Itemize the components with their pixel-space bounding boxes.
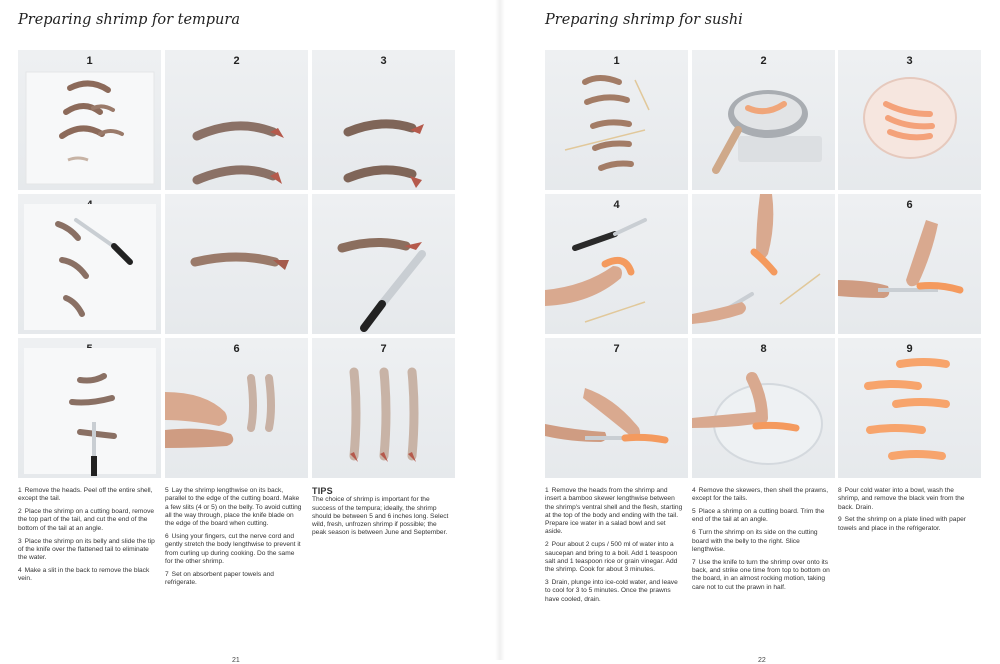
tips-box bbox=[312, 487, 450, 542]
photo-step-1 bbox=[545, 50, 688, 190]
photo-step-2 bbox=[692, 50, 835, 190]
photo-step-3 bbox=[838, 50, 981, 190]
photo-step-7 bbox=[312, 338, 455, 478]
instructions-col-3 bbox=[838, 487, 976, 538]
page-number: 21 bbox=[232, 657, 240, 664]
knife-shrimp-illustration bbox=[18, 194, 161, 334]
shrimp-tails-illustration bbox=[312, 50, 455, 190]
instruction-step: 5 Place a shrimp on a cutting board. Trim the end of the tail at an angle. bbox=[692, 508, 825, 524]
photo-step-9 bbox=[838, 338, 981, 478]
instruction-step: 4 Make a slit in the back to remove the black vein. bbox=[18, 567, 150, 583]
instruction-step: 4 Remove the skewers, then shell the prawns, except for the tails. bbox=[692, 487, 829, 503]
step-number: 7 bbox=[613, 343, 620, 355]
instruction-step: 9 Set the shrimp on a plate lined with paper towels and place in the refrigerator. bbox=[838, 516, 966, 532]
step-number: 4 bbox=[613, 199, 620, 211]
step-number: 6 bbox=[233, 343, 240, 355]
refrigerated-shrimp-illustration bbox=[312, 338, 455, 478]
photo-step-5 bbox=[692, 194, 835, 334]
instructions-col-2 bbox=[692, 487, 830, 597]
instruction-step: 2 Place the shrimp on a cutting board, remove the top part of the tail, and cut the end of the bottom of the tail at an angle. bbox=[18, 508, 155, 532]
photo-step-4 bbox=[545, 194, 688, 334]
photo-step-7 bbox=[545, 338, 688, 478]
hands-trimming-illustration bbox=[692, 194, 835, 334]
hands-shelling-illustration bbox=[545, 194, 688, 334]
photo-step-6 bbox=[165, 338, 308, 478]
left-page bbox=[0, 0, 480, 664]
page-title-sushi: Preparing shrimp for sushi bbox=[545, 12, 743, 28]
photo-step-6 bbox=[838, 194, 981, 334]
step-number: 2 bbox=[760, 55, 767, 67]
instruction-step: 6 Using your fingers, cut the nerve cord and gently stretch the body lengthwise to prevent it from curling up during cooking. Do the same for the other shrimp. bbox=[165, 533, 301, 565]
instruction-step: 1 Remove the heads from the shrimp and insert a bamboo skewer lengthwise between the shrimp's ventral shell and the flesh, starting at the top of the body and ending with the tail. Prepare ice water in a salad bowl and set aside. bbox=[545, 487, 683, 536]
washing-bowl-illustration bbox=[692, 338, 835, 478]
photo-step-1 bbox=[18, 50, 161, 190]
photo-step-8 bbox=[692, 338, 835, 478]
peeled-shrimp-illustration bbox=[165, 50, 308, 190]
photo-step-2 bbox=[165, 50, 308, 190]
slicing-illustration bbox=[838, 194, 981, 334]
instructions-col-2 bbox=[165, 487, 303, 592]
instruction-step: 8 Pour cold water into a bowl, wash the shrimp, and remove the black vein from the back. Drain. bbox=[838, 487, 965, 511]
finished-shrimp-illustration bbox=[838, 338, 981, 478]
book-spine bbox=[495, 0, 505, 660]
step-number: 7 bbox=[380, 343, 387, 355]
instruction-step: 7 Use the knife to turn the shrimp over onto its back, and strike one time from top to bottom on the board, in an almost rocking motion, taking care not to cut the prawn in half. bbox=[692, 558, 830, 591]
instruction-step: 6 Turn the shrimp on its side on the cutting board with the belly to the right. Slice lengthwise. bbox=[692, 529, 818, 553]
tips-text: The choice of shrimp is important for the success of the tempura; ideally, the shrimp should be between 5 and 6 inches long. Select wild, fresh, unfrozen shrimp if possible; the peak season is between June and September. bbox=[312, 496, 449, 537]
step-number: 1 bbox=[613, 55, 620, 67]
peeled-shrimp-illustration bbox=[165, 194, 308, 334]
instruction-step: 3 Drain, plunge into ice-cold water, and leave to cool for 3 to 5 minutes. Once the prawns have cooled, drain. bbox=[545, 579, 678, 603]
slit-shrimp-illustration bbox=[18, 338, 161, 478]
ice-water-bowl-illustration bbox=[838, 50, 981, 190]
instructions-col-1 bbox=[18, 487, 156, 588]
step-number: 6 bbox=[906, 199, 913, 211]
knife-turning-illustration bbox=[545, 338, 688, 478]
tips-heading: TIPS bbox=[312, 486, 333, 496]
photo-step-5 bbox=[18, 338, 161, 478]
right-page bbox=[520, 0, 1000, 664]
step-number: 8 bbox=[760, 343, 767, 355]
photo-step-2-continued bbox=[165, 194, 308, 334]
instruction-step: 3 Place the shrimp on its belly and slide the tip of the knife over the flattened tail to eliminate the water. bbox=[18, 537, 155, 562]
step-number: 3 bbox=[380, 55, 387, 67]
step-number: 3 bbox=[906, 55, 913, 67]
instruction-step: 2 Pour about 2 cups / 500 ml of water into a saucepan and bring to a boil. Add 1 teaspoon salt and 1 teaspoon rice or grain vinegar. Add the shrimp. Cook for about 3 minutes. bbox=[545, 541, 678, 574]
hands-stretching-illustration bbox=[165, 338, 308, 478]
instruction-step: 7 Set on absorbent paper towels and refrigerate. bbox=[165, 570, 274, 587]
photo-step-4 bbox=[18, 194, 161, 334]
page-number: 22 bbox=[758, 657, 766, 664]
photo-step-3 bbox=[312, 50, 455, 190]
page-title-tempura: Preparing shrimp for tempura bbox=[18, 12, 240, 28]
instructions-col-1 bbox=[545, 487, 683, 609]
saucepan-illustration bbox=[692, 50, 835, 190]
photo-step-3-continued bbox=[312, 194, 455, 334]
instruction-step: 1 Remove the heads. Peel off the entire shell, except the tail. bbox=[18, 487, 153, 503]
step-number: 1 bbox=[86, 55, 93, 67]
shrimp-heads-illustration bbox=[18, 50, 161, 190]
step-number: 9 bbox=[906, 343, 913, 355]
skewered-shrimp-illustration bbox=[545, 50, 688, 190]
step-number: 2 bbox=[233, 55, 240, 67]
instruction-step: 5 Lay the shrimp lengthwise on its back, parallel to the edge of the cutting board. Make a few slits (4 or 5) on the belly. To avoid cutting all the way through, place the knife blade on the edge of the board when cutting. bbox=[165, 487, 302, 528]
knife-tail-illustration bbox=[312, 194, 455, 334]
